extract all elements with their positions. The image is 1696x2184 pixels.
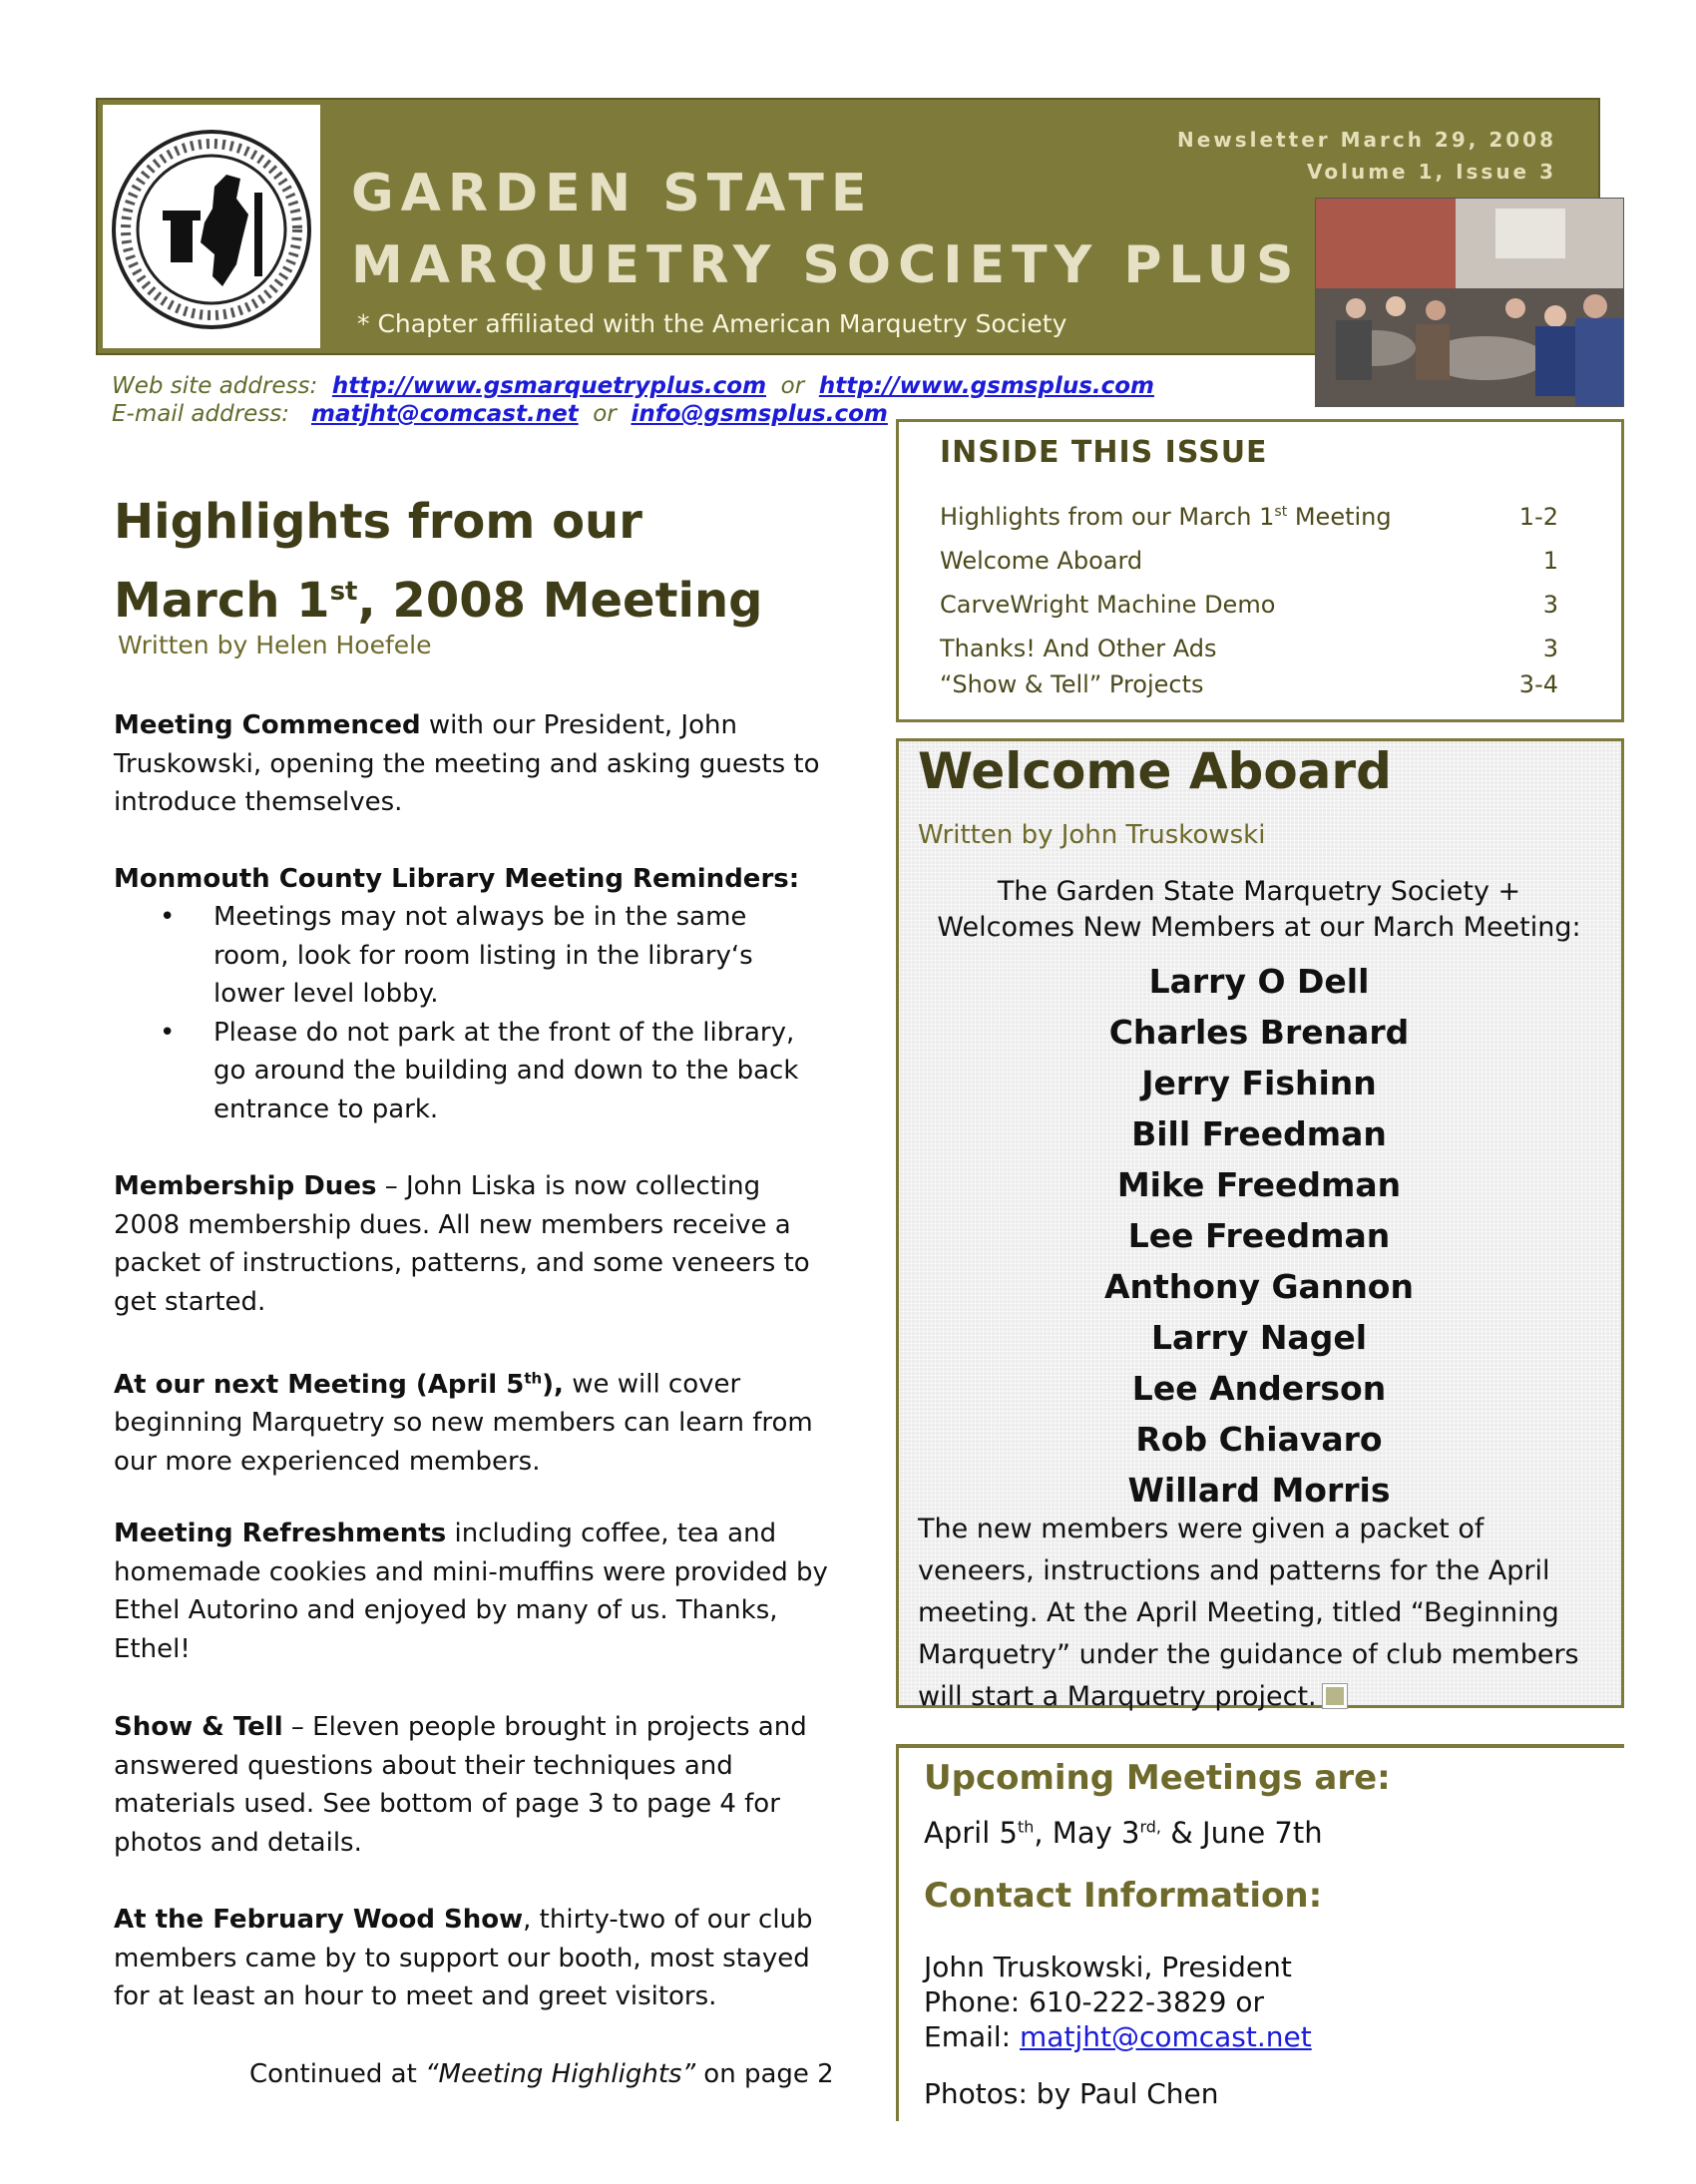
meeting-photo <box>1315 198 1624 407</box>
issue-date: Newsletter March 29, 2008 <box>1177 128 1556 152</box>
section-divider <box>896 1744 1624 1748</box>
toc-page: 1 <box>1542 547 1558 575</box>
website-link-1[interactable]: http://www.gsmarquetryplus.com <box>331 373 767 399</box>
list-item: • Please do not park at the front of the library, go around the building and down to the back entrance to park. <box>160 1014 828 1129</box>
email-link-1[interactable]: matjht@comcast.net <box>310 401 579 427</box>
date-2: , May 3 <box>1034 1816 1140 1850</box>
date-2-sup: rd, <box>1139 1817 1161 1837</box>
end-of-story-icon <box>1323 1684 1347 1708</box>
contact-information-title: Contact Information: <box>924 1876 1323 1916</box>
article-heading-sup: st <box>329 577 358 607</box>
upcoming-meetings-title: Upcoming Meetings are: <box>924 1758 1391 1798</box>
upcoming-meetings-dates <box>924 1816 1323 1850</box>
toc-page: 3 <box>1542 591 1558 619</box>
member-name: Lee Anderson <box>1131 1369 1387 1408</box>
paragraph-wood-show <box>114 1901 832 2016</box>
email-line <box>112 401 888 427</box>
member-name: Larry Nagel <box>1150 1318 1368 1357</box>
affiliation-note: * Chapter affiliated with the American Marquetry Society <box>357 309 1067 338</box>
continued-link-text: “Meeting Highlights” <box>425 2059 696 2089</box>
date-1: April 5 <box>924 1816 1018 1850</box>
paragraph-text: , thirty-two of our club members came by to support our booth, most stayed for at least an hour to meet and greet visitors. <box>114 1905 813 2011</box>
continued-text-b: on page 2 <box>695 2059 834 2089</box>
newsletter-title-line2: MARQUETRY SOCIETY PLUS <box>351 235 1301 295</box>
paragraph-lead-b: ), <box>542 1369 564 1400</box>
member-name: Lee Freedman <box>1127 1216 1391 1255</box>
paragraph-text: – John Liska is now collecting 2008 membership dues. All new members receive a packet of instructions, patterns, and some veneers to get started. <box>114 1171 810 1317</box>
article-heading-line1: Highlights from our <box>114 494 642 550</box>
toc-label-sup: st <box>1274 504 1288 520</box>
welcome-intro-line1: The Garden State Marquetry Society + <box>997 876 1521 907</box>
library-reminders-list <box>160 898 828 1128</box>
welcome-byline: Written by John Truskowski <box>918 820 1266 850</box>
continued-text-a: Continued at <box>249 2059 426 2089</box>
continued-note <box>249 2059 834 2089</box>
new-members-list <box>910 956 1608 1516</box>
article-heading <box>114 487 832 636</box>
website-link-2[interactable]: http://www.gsmsplus.com <box>818 373 1155 399</box>
email-or: or <box>593 401 617 427</box>
toc-label <box>940 503 1392 531</box>
welcome-intro <box>910 874 1608 946</box>
email-link-2[interactable]: info@gsmsplus.com <box>631 401 888 427</box>
member-name: Larry O Dell <box>1148 962 1370 1001</box>
column-divider <box>896 1748 899 2121</box>
contact-phone: Phone: 610-222-3829 or <box>924 1985 1264 2018</box>
member-name: Anthony Gannon <box>1104 1267 1414 1306</box>
list-item: • Meetings may not always be in the same room, look for room listing in the library‘s lower level lobby. <box>160 898 828 1014</box>
contact-email-line <box>924 2019 1312 2054</box>
paragraph-membership-dues <box>114 1167 832 1321</box>
library-reminders-heading <box>114 860 832 899</box>
date-3: & June 7th <box>1160 1816 1323 1850</box>
website-line <box>112 373 1154 399</box>
paragraph-text: – Eleven people brought in projects and answered questions about their techniques and materials used. See bottom of page 3 to page 4 for photos and details. <box>114 1712 807 1858</box>
paragraph-refreshments <box>114 1515 832 1668</box>
paragraph-text: with our President, John Truskowski, opening the meeting and asking guests to introduce themselves. <box>114 710 820 817</box>
logo-seal-icon <box>109 127 314 332</box>
article-byline: Written by Helen Hoefele <box>118 631 432 659</box>
toc-label: Welcome Aboard <box>940 547 1143 575</box>
toc-label: Thanks! And Other Ads <box>940 635 1217 662</box>
paragraph-text: we will cover beginning Marquetry so new members can learn from our more experienced members. <box>114 1369 813 1477</box>
member-name: Mike Freedman <box>1116 1165 1402 1204</box>
paragraph-next-meeting <box>114 1359 832 1481</box>
paragraph-meeting-commenced <box>114 706 832 822</box>
member-name: Jerry Fishinn <box>1141 1064 1377 1102</box>
paragraph-lead <box>114 1370 564 1400</box>
member-name: Willard Morris <box>1127 1471 1391 1510</box>
toc-page: 3-4 <box>1518 670 1558 698</box>
toc-page: 3 <box>1542 635 1558 662</box>
paragraph-lead: Meeting Refreshments <box>114 1519 447 1548</box>
member-name: Charles Brenard <box>1108 1013 1410 1052</box>
toc-page: 1-2 <box>1518 503 1558 531</box>
paragraph-lead: At the February Wood Show <box>114 1905 524 1935</box>
welcome-body <box>918 1509 1606 1718</box>
toc-label-text: Highlights from our March 1 <box>940 503 1275 531</box>
photo-credit: Photos: by Paul Chen <box>924 2077 1219 2110</box>
toc-label: “Show & Tell” Projects <box>940 670 1204 698</box>
contact-name: John Truskowski, President <box>924 1951 1292 1983</box>
society-logo <box>100 102 323 351</box>
article-heading-line2: March 1 <box>114 573 330 629</box>
issue-volume: Volume 1, Issue 3 <box>1307 160 1556 184</box>
paragraph-lead: Show & Tell <box>114 1712 283 1742</box>
paragraph-text: including coffee, tea and homemade cookies and mini-muffins were provided by Ethel Autorino and enjoyed by many of us. Thanks, Ethel! <box>114 1519 828 1664</box>
member-name: Bill Freedman <box>1131 1114 1387 1153</box>
paragraph-lead: Meeting Commenced <box>114 710 421 740</box>
contact-information <box>924 1950 1312 2054</box>
newsletter-title-line1: GARDEN STATE <box>351 164 874 223</box>
date-1-sup: th <box>1017 1817 1035 1837</box>
website-label: Web site address: <box>112 373 318 399</box>
welcome-body-text: The new members were given a packet of veneers, instructions and patterns for the April meeting. At the April Meeting, titled “Beginning Marquetry” under the guidance of club members will start a Marquetry project. <box>918 1514 1579 1712</box>
meeting-photo-image <box>1316 199 1624 407</box>
paragraph-lead: Monmouth County Library Meeting Reminders: <box>114 864 800 894</box>
website-or: or <box>780 373 805 399</box>
toc-label: CarveWright Machine Demo <box>940 591 1276 619</box>
contact-email-link[interactable]: matjht@comcast.net <box>1020 2020 1312 2053</box>
paragraph-lead: Membership Dues <box>114 1171 377 1201</box>
paragraph-show-and-tell <box>114 1708 832 1862</box>
inside-this-issue-title: INSIDE THIS ISSUE <box>940 435 1268 470</box>
welcome-intro-line2: Welcomes New Members at our March Meeting: <box>937 912 1581 943</box>
member-name: Rob Chiavaro <box>1135 1420 1383 1459</box>
email-label: E-mail address: <box>112 401 290 427</box>
welcome-title: Welcome Aboard <box>918 742 1392 800</box>
contact-email-label: Email: <box>924 2020 1021 2053</box>
article-heading-line2-end: , 2008 Meeting <box>357 573 763 629</box>
paragraph-lead-sup: th <box>524 1369 543 1387</box>
paragraph-lead-a: At our next Meeting (April 5 <box>114 1369 525 1400</box>
toc-label-text-end: Meeting <box>1287 503 1392 531</box>
